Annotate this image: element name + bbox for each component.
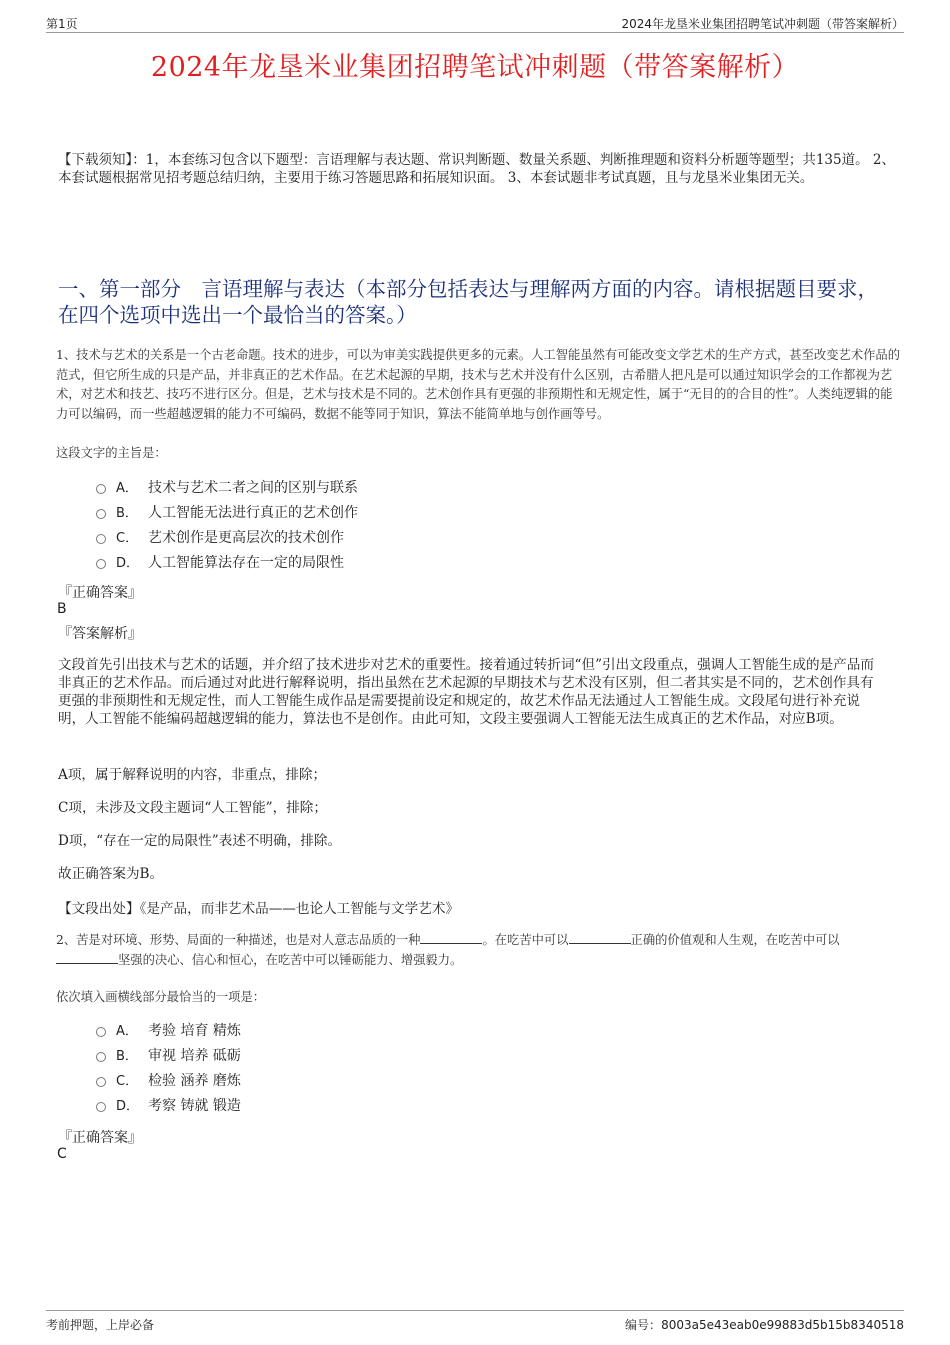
radio-icon[interactable]: [96, 559, 106, 569]
download-notice: 【下载须知】：1，本套练习包含以下题型：言语理解与表达题、常识判断题、数量关系题、判断推理题和资料分析题等题型；共135道。 2、本套试题根据常见招考题总结归纳，主要用于练习答题思路和拓展知识面。 3、本套试题非考试真题，且与龙垦米业集团无关。: [58, 152, 895, 186]
passage-source: 【文段出处】《是产品，而非艺术品——也论人工智能与文学艺术》: [58, 901, 460, 917]
radio-icon[interactable]: [96, 484, 106, 494]
correct-answer-value: C: [57, 1146, 67, 1162]
correct-answer-value: B: [57, 601, 67, 617]
analysis-option-a: A项，属于解释说明的内容，非重点，排除；: [58, 767, 327, 783]
question-1-prompt: 这段文字的主旨是：: [56, 446, 167, 460]
option-b[interactable]: B． 审视 培养 砥砺: [96, 1042, 241, 1067]
option-text: 审视 培养 砥砺: [148, 1047, 241, 1064]
page-footer: [46, 1310, 904, 1333]
radio-icon[interactable]: [96, 1077, 106, 1087]
question-2-text: 2、苦是对环境、形势、局面的一种描述，也是对人意志品质的一种 。在吃苦中可以 正确的价值观和人生观，在吃苦中可以坚强的决心、信心和恒心，在吃苦中可以锤砺能力、增强毅力。: [56, 933, 840, 967]
option-text: 考验 培育 精炼: [148, 1022, 241, 1039]
correct-answer-label: 『正确答案』: [58, 1130, 142, 1146]
option-b[interactable]: B． 人工智能无法进行真正的艺术创作: [96, 499, 358, 524]
answer-analysis-text: 文段首先引出技术与艺术的话题，并介绍了技术进步对艺术的重要性。接着通过转折词“但”引出文段重点，强调人工智能生成的是产品而非真正的艺术作品。而后通过对此进行解释说明，指出虽然在艺术起源的早期技术与艺术没有区别，但二者其实是不同的，艺术创作具有更强的非预期性和无规定性，而人工智能生成作品是需要提前设定和规定的，故艺术作品无法通过人工智能生成。文段尾句进行补充说明，人工智能不能编码超越逻辑的能力，算法也不是创作。由此可知，文段主要强调人工智能无法生成真正的艺术作品，对应B项。: [58, 657, 874, 727]
question-2-prompt: 依次填入画横线部分最恰当的一项是：: [56, 990, 266, 1004]
question-1-options: [96, 474, 358, 574]
option-a[interactable]: A． 技术与艺术二者之间的区别与联系: [96, 474, 358, 499]
option-a[interactable]: A． 考验 培育 精炼: [96, 1017, 241, 1042]
option-c[interactable]: C． 艺术创作是更高层次的技术创作: [96, 524, 358, 549]
option-text: 人工智能无法进行真正的艺术创作: [148, 504, 358, 521]
fill-blank-2: [569, 931, 631, 944]
option-d[interactable]: D． 人工智能算法存在一定的局限性: [96, 549, 358, 574]
analysis-conclusion: 故正确答案为B。: [58, 866, 164, 882]
option-text: 检验 涵养 磨炼: [148, 1072, 241, 1089]
footer-slogan: 考前押题，上岸必备: [46, 1318, 155, 1332]
correct-answer-label: 『正确答案』: [58, 585, 142, 601]
option-d[interactable]: D． 考察 铸就 锻造: [96, 1092, 241, 1117]
question-2-options: [96, 1017, 241, 1117]
fill-blank-1: [420, 931, 482, 944]
fill-blank-3: [56, 951, 118, 964]
page-number: 第1页: [46, 17, 78, 31]
header-doc-name: 2024年龙垦米业集团招聘笔试冲刺题（带答案解析）: [621, 17, 904, 31]
option-c[interactable]: C． 检验 涵养 磨炼: [96, 1067, 241, 1092]
question-1-text: 1、技术与艺术的关系是一个古老命题。技术的进步，可以为审美实践提供更多的元素。人工智能虽然有可能改变文学艺术的生产方式，甚至改变艺术作品的范式，但它所生成的只是产品，并非真正的艺术作品。在艺术起源的早期，技术与艺术并没有什么区别，古希腊人把凡是可以通过知识学会的工作都视为艺术，对艺术和技艺、技巧不进行区分。但是，艺术与技术是不同的。艺术创作具有更强的非预期性和无规定性，属于“无目的的合目的性”。人类纯逻辑的能力可以编码，而一些超越逻辑的能力不可编码，数据不能等同于知识，算法不能简单地与创作画等号。: [56, 348, 901, 421]
document-title: 2024年龙垦米业集团招聘笔试冲刺题（带答案解析）: [150, 52, 800, 83]
page-header: [46, 14, 904, 33]
option-text: 技术与艺术二者之间的区别与联系: [148, 479, 358, 496]
answer-analysis-label: 『答案解析』: [58, 626, 142, 642]
radio-icon[interactable]: [96, 509, 106, 519]
radio-icon[interactable]: [96, 1102, 106, 1112]
radio-icon[interactable]: [96, 1052, 106, 1062]
analysis-option-c: C项，未涉及文段主题词“人工智能”，排除；: [58, 800, 327, 816]
analysis-option-d: D项，“存在一定的局限性”表述不明确，排除。: [58, 833, 342, 849]
radio-icon[interactable]: [96, 1027, 106, 1037]
option-text: 艺术创作是更高层次的技术创作: [148, 529, 344, 546]
option-text: 人工智能算法存在一定的局限性: [148, 554, 344, 571]
radio-icon[interactable]: [96, 534, 106, 544]
option-text: 考察 铸就 锻造: [148, 1097, 241, 1114]
section-title: 一、第一部分 言语理解与表达（本部分包括表达与理解两方面的内容。请根据题目要求，在四个选项中选出一个最恰当的答案。）: [58, 277, 878, 327]
footer-serial: 编号：8003a5e43eab0e99883d5b15b8340518: [625, 1318, 904, 1332]
